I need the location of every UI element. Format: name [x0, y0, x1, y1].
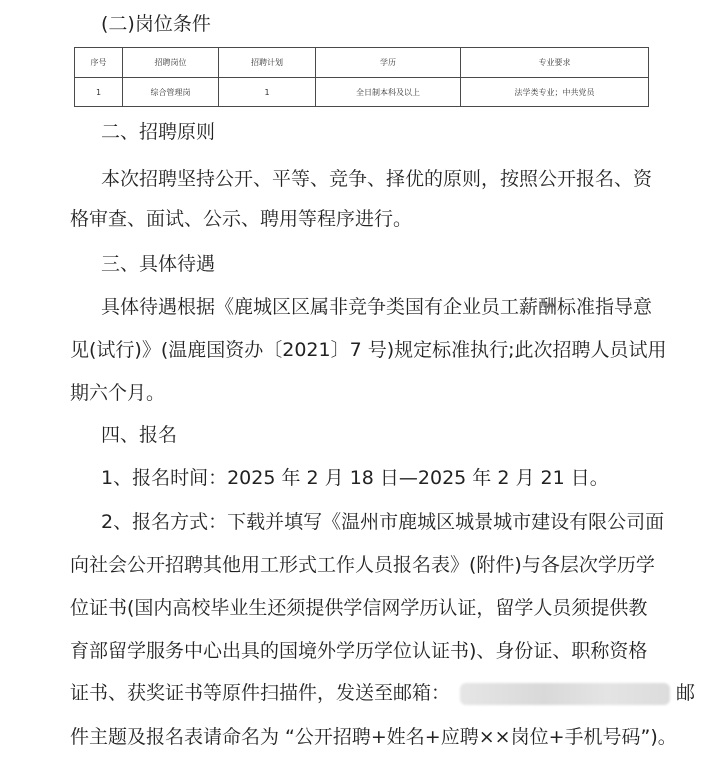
section-title-positions: (二)岗位条件 [101, 13, 211, 35]
heading-benefits: 三、具体待遇 [101, 253, 216, 275]
table-cell: 综合管理岗 [123, 78, 219, 107]
heading-recruitment-principle: 二、招聘原则 [101, 121, 216, 143]
table-header-cell: 学历 [316, 48, 461, 78]
paragraph-benefits-line: 期六个月。 [70, 382, 166, 404]
table-header-cell: 招聘计划 [219, 48, 316, 78]
registration-time: 1、报名时间：2025 年 2 月 18 日—2025 年 2 月 21 日。 [101, 467, 609, 489]
registration-method-line: 件主题及报名表请命名为 “公开招聘+姓名+应聘××岗位+手机号码”)。 [70, 726, 677, 748]
registration-method-text: 证书、获奖证书等原件扫描件，发送至邮箱： [70, 682, 451, 704]
paragraph-principle-line: 本次招聘坚持公开、平等、竞争、择优的原则，按照公开报名、资 [101, 168, 653, 190]
table-header-cell: 序号 [75, 48, 123, 78]
redacted-email [460, 683, 670, 705]
registration-method-text: 邮 [676, 682, 696, 704]
registration-method-line [70, 681, 695, 705]
registration-method-line: 向社会公开招聘其他用工形式工作人员报名表》(附件)与各层次学历学 [70, 554, 655, 576]
table-cell: 全日制本科及以上 [316, 78, 461, 107]
requirements-table [74, 47, 649, 107]
registration-method-line: 位证书(国内高校毕业生还须提供学信网学历认证，留学人员须提供教 [70, 597, 648, 619]
table-header-cell: 专业要求 [461, 48, 649, 78]
table-cell: 1 [219, 78, 316, 107]
paragraph-benefits-line: 具体待遇根据《鹿城区区属非竞争类国有企业员工薪酬标准指导意 [101, 296, 653, 318]
table-row [75, 78, 649, 107]
registration-method-line: 2、报名方式：下载并填写《温州市鹿城区城景城市建设有限公司面 [101, 511, 665, 533]
registration-method-line: 育部留学服务中心出具的国境外学历学位认证书)、身份证、职称资格 [70, 640, 648, 662]
table-header-cell: 招聘岗位 [123, 48, 219, 78]
table-cell: 法学类专业；中共党员 [461, 78, 649, 107]
paragraph-benefits-line: 见(试行)》(温鹿国资办〔2021〕7 号)规定标准执行;此次招聘人员试用 [70, 339, 667, 361]
table-cell: 1 [75, 78, 123, 107]
heading-registration: 四、报名 [101, 424, 178, 446]
table-header-row [75, 48, 649, 78]
paragraph-principle-line: 格审查、面试、公示、聘用等程序进行。 [70, 208, 413, 230]
